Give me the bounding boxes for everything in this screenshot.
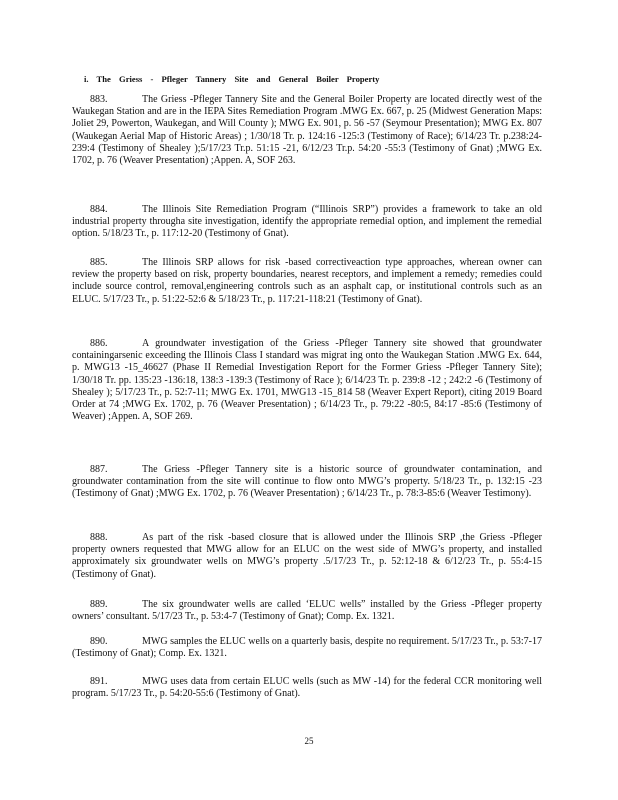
paragraph-text: A groundwater investigation of the Griess -Pfleger Tannery site showed that groundwater containingarsenic exceeding the Illinois Class I standard was migrat ing onto the Waukegan Station .MWG Ex. 644, p. MWG13 -15_46627 (Phase II Remedial Investigation Report for the Former Griess -Pfleger Tannery Site); 1/30/18 Tr. pp. 135:23 -136:18, 138:3 -139:3 (Testimony of Race ); 6/14/23 Tr. p. 239:8 -12 ; 242:2 -6 (Testimony of Shealey ); 5/17/23 Tr., p. 52:7-11; MWG Ex. 1701, MWG13 -15_814 58 (Weaver Expert Report), citing 2019 Board Order at 74 ;MWG Ex. 1702, p. 76 (Weaver Presentation) ; 6/14/23 Tr., p. 79:22 -80:5, 84:17 -85:6 (Testimony of Weaver) ;Appen. A, SOF 269. [72, 338, 542, 423]
paragraph-888 [72, 532, 542, 581]
paragraph-text: MWG uses data from certain ELUC wells (such as MW -14) for the federal CCR monitoring well program. 5/17/23 Tr., p. 54:20-55:6 (Testimony of Gnat). [72, 676, 542, 700]
paragraph-887 [72, 464, 542, 501]
paragraph-890 [72, 636, 542, 660]
paragraph-text: As part of the risk -based closure that is allowed under the Illinois SRP ,the Griess -Pfleger property owners requested that MWG allow for an ELUC on the west side of MWG’s property, and installed approximately six groundwater wells on MWG’s property .5/17/23 Tr., p. 52:12-18 & 6/12/23 Tr., p. 55:4-15 (Testimony of Gnat). [72, 532, 542, 580]
paragraph-text: The Griess -Pfleger Tannery Site and the General Boiler Property are located directly west of the Waukegan Station and are in the IEPA Sites Remediation Program .MWG Ex. 667, p. 25 (Midwest Generation Maps: Joliet 29, Powerton, Waukegan, and Will County ); MWG Ex. 901, p. 56 -57 (Seymour Presentation); MWG Ex. 807 (Waukegan Aerial Map of Historic Areas) ; 1/30/18 Tr. p. 124:16 -125:3 (Testimony of Race); 6/14/23 Tr. p.238:24-239:4 (Testimony of Shealey );5/17/23 Tr.p. 51:15 -21, 6/12/23 Tr.p. 54:20 -55:3 (Testimony of Gnat) ;MWG Ex. 1702, p. 76 (Weaver Presentation) ;Appen. A, SOF 263. [72, 94, 542, 167]
paragraph-886 [72, 338, 542, 423]
paragraph-text: The Illinois Site Remediation Program (“Illinois SRP”) provides a framework to take an old industrial property througha site investigation, identify the appropriate remedial option, and implement the remedial option. 5/18/23 Tr., p. 117:12-20 (Testimony of Gnat). [72, 204, 542, 240]
paragraph-number: 889. [90, 599, 108, 610]
paragraph-number: 887. [90, 464, 108, 475]
paragraph-text: The Illinois SRP allows for risk -based correctiveaction type approaches, wherean owner can review the property based on risk, property boundaries, nearest receptors, and implement a remedy; remedies could include source control, removal,engineering controls such as an asphalt cap, or institutional controls such as an ELUC. 5/17/23 Tr., p. 51:22-52:6 & 5/18/23 Tr., p. 117:21-118:21 (Testimony of Gnat). [72, 257, 542, 305]
section-heading: i. The Griess - Pfleger Tannery Site and General Boiler Property [84, 74, 380, 84]
paragraph-text: MWG samples the ELUC wells on a quarterly basis, despite no requirement. 5/17/23 Tr., p. 53:7-17 (Testimony of Gnat); Comp. Ex. 1321. [72, 636, 542, 660]
paragraph-number: 885. [90, 257, 108, 268]
paragraph-text: The six groundwater wells are called ‘ELUC wells” installed by the Griess -Pfleger property owners’ consultant. 5/17/23 Tr., p. 53:4-7 (Testimony of Gnat); Comp. Ex. 1321. [72, 599, 542, 623]
paragraph-885 [72, 257, 542, 306]
paragraph-number: 886. [90, 338, 108, 349]
paragraph-number: 884. [90, 204, 108, 215]
paragraph-number: 888. [90, 532, 108, 543]
page-number: 25 [304, 736, 314, 746]
paragraph-number: 890. [90, 636, 108, 647]
paragraph-text: The Griess -Pfleger Tannery site is a historic source of groundwater contamination, and groundwater contamination from the site will continue to flow onto MWG’s property. 5/18/23 Tr., p. 132:15 -23 (Testimony of Gnat) ;MWG Ex. 1702, p. 76 (Weaver Presentation) ; 6/14/23 Tr., p. 78:3-85:6 (Weaver Testimony). [72, 464, 542, 500]
paragraph-891 [72, 676, 542, 700]
paragraph-883 [72, 94, 542, 167]
paragraph-889 [72, 599, 542, 623]
paragraph-884 [72, 204, 542, 241]
paragraph-number: 891. [90, 676, 108, 687]
paragraph-number: 883. [90, 94, 108, 105]
